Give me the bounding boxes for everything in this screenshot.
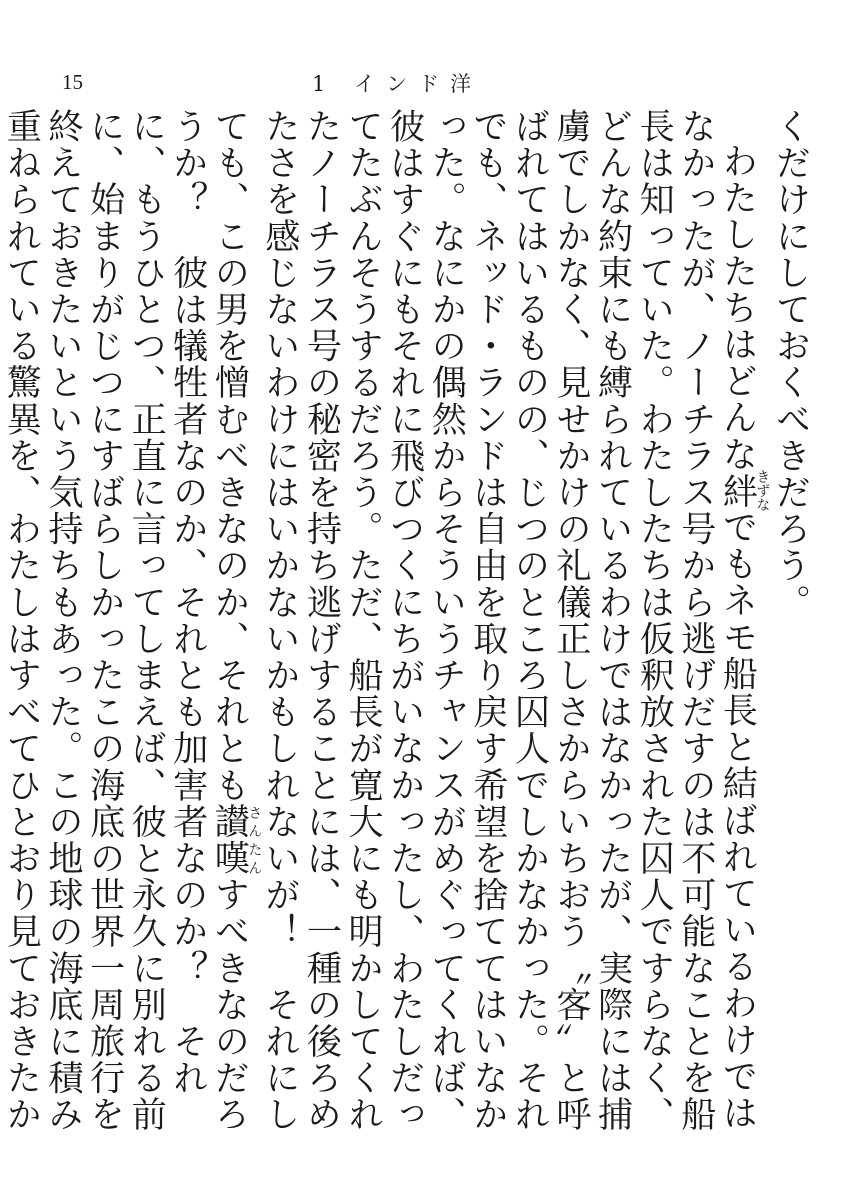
paragraph-2: [0, 108, 769, 1138]
paragraph-2-segment-3: すべきなのだろうか？ 彼は犠牲者なのか、それとも加害者なのか？ それに、もうひとつ、正直に言ってしまえば、彼と永久に別れる前に、始まりがじつにすばらしかったこの海底の世界一周旅行を終えておきたいという気持ちもあった。この地球の海底に積み重ねられている驚異を、わたしはすべてひとおり見ておきたか: [0, 108, 250, 1133]
ruby-kizuna-base: 絆: [716, 469, 758, 512]
ruby-santan: [208, 803, 263, 877]
body-text: [0, 108, 811, 1138]
running-head: 1 インド洋: [312, 72, 483, 96]
paragraph-2-segment-2: でもネモ船長と結ばれているわけではなかったが、ノーチラス号から逃げだすのは不可能なことを船長は知っていた。わたしたちは仮釈放された囚人ですらなく、どんな約束にも縛られているわけではなかったが、実際には捕虜でしかなく、見せかけの礼儀正しさからいちおう〝客〟と呼ばれてはいるものの、じつのところ囚人でしかなかった。それでも、ネッド・ランドは自由を取り戻す希望を捨ててはいなかった。なにかの偶然からそういうチャンスがめぐってくれば、彼はすぐにもそれに飛びつくにちがいなかったし、わたしだってたぶんそうするだろう。ただ、船長が寛大にも明かしてくれたノーチラス号の秘密を持ち逃げすることには、一種の後ろめたさを感じないわけにはいかないかもしれないが！ それにしても、この男を憎むべきなのか、それとも: [208, 108, 758, 1133]
ruby-santan-reading: さんたん: [246, 803, 263, 877]
paragraph-2-segment-1: わたしたちはどんな: [716, 143, 758, 473]
ruby-kizuna-reading: きずな: [754, 469, 771, 512]
paragraph-1: くだけにしておくべきだろう。: [770, 108, 811, 621]
ruby-santan-base: 讃嘆: [208, 803, 250, 877]
page-number: 15: [62, 70, 83, 94]
ruby-kizuna: [716, 469, 771, 512]
